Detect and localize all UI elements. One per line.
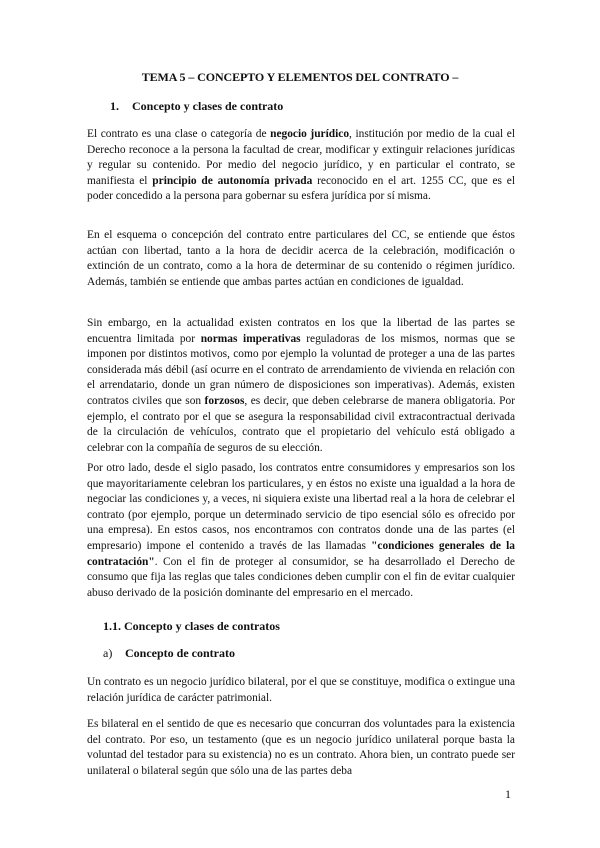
paragraph-3-bold-normas-imperativas: normas imperativas (200, 332, 301, 345)
paragraph-4 (87, 461, 515, 601)
paragraph-1 (87, 127, 515, 205)
section-1-number: 1. (110, 99, 119, 113)
section-1-heading-text: Concepto y clases de contrato (132, 99, 284, 113)
paragraph-4-text-a: Por otro lado, desde el siglo pasado, los contratos entre consumidores y empresarios son los que mayoritariamente celebran los particulares, y en éstos no existe una igualdad a la hora de negociar las condiciones y, a veces, ni siquiera existe una libertad real a la hora de celebrar el contrato (por ejemplo, porque un determinado servicio de tipo esencial sólo es ofrecido por una empresa). En estos casos, nos encontramos con contratos donde una de las partes (el empresario) impone el contenido a través de las llamadas (87, 462, 515, 552)
paragraph-4-bold-condiciones-generales: "condiciones generales de la contratación" (87, 539, 515, 568)
paragraph-1-text-c: , institución por medio de la cual el Derecho reconoce a la persona la facultad de crear, modificar y extinguir relaciones jurídicas y regular su contenido. Por medio del negocio jurídico, y en particular el contrato, se manifiesta el (87, 128, 515, 187)
paragraph-2: En el esquema o concepción del contrato entre particulares del CC, se entiende que éstos actúan con libertad, tanto a la hora de decidir acerca de la celebración, modificación o extinción de un contrato, como a la hora de determinar de su contenido o régimen jurídico. Además, también se entiende que ambas partes actúan en condiciones de igualdad. (87, 229, 515, 288)
section-1-heading (110, 99, 283, 114)
page-number: 1 (505, 787, 511, 801)
paragraph-1-text-a: El contrato es una clase o categoría de (87, 128, 271, 140)
paragraph-5: Un contrato es un negocio jurídico bilateral, por el que se constituye, modifica o extingue una relación jurídica de carácter patrimonial. (87, 676, 515, 704)
paragraph-3-text-c: reguladoras de los mismos, normas que se imponen por distintos motivos, como por ejemplo la voluntad de proteger a una de las partes considerada más débil (así ocurre en el contrato de arrendamiento de vivienda en relación con el arrendatario, donde un gran número de disposiciones son imperativas). Además, existen contratos civiles que son (87, 332, 515, 407)
subsection-a-heading-text: Concepto de contrato (125, 646, 235, 660)
paragraph-6: Es bilateral en el sentido de que es necesario que concurran dos voluntades para la existencia del contrato. Por eso, un testamento (que es un negocio jurídico unilateral porque basta la voluntad del testador para su existencia) no es un contrato. Ahora bien, un contrato puede ser unilateral o bilateral según que sólo una de las partes deba (87, 718, 515, 777)
paragraph-4-text-c: . Con el fin de proteger al consumidor, se ha desarrollado el Derecho de consumo que fija las reglas que tales condiciones deben cumplir con el fin de evitar cualquier abuso derivado de la posición dominante del empresario en el mercado. (87, 555, 515, 599)
paragraph-1-text-e: reconocido en el art. 1255 CC, que es el poder concedido a la persona para gobernar su esfera jurídica por sí misma. (87, 174, 515, 203)
paragraph-1-bold-negocio-juridico: negocio jurídico (270, 128, 350, 140)
section-1-1-heading: 1.1. Concepto y clases de contratos (103, 619, 280, 633)
subsection-a-heading (103, 646, 235, 661)
paragraph-3-text-a: Sin embargo, en la actualidad existen contratos en los que la libertad de las partes se encuentra limitada por (87, 317, 515, 345)
paragraph-1-bold-principio-autonomia: principio de autonomía privada (152, 174, 313, 187)
document-title: TEMA 5 – CONCEPTO Y ELEMENTOS DEL CONTRATO – (141, 70, 459, 84)
paragraph-3-bold-forzosos: forzosos (204, 394, 245, 407)
subsection-a-letter: a) (103, 646, 113, 660)
paragraph-3 (87, 316, 515, 456)
paragraph-3-text-e: , es decir, que deben celebrarse de manera obligatoria. Por ejemplo, el contrato por el que se asegura la responsabilidad civil extracontractual derivada de la circulación de vehículos, contrato que el propietario del vehículo está obligado a celebrar con la compañía de seguros de su elección. (87, 394, 515, 454)
